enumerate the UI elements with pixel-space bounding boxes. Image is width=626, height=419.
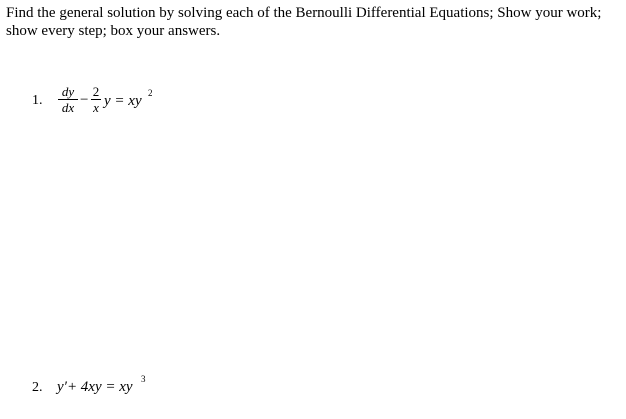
instructions-text: Find the general solution by solving each of the Bernoulli Differential Equations; Show your work; show every step; box your answers. [6, 5, 602, 39]
problem-1-fraction-2-x-denominator: x [93, 100, 99, 115]
problem-1-fraction-2-x [91, 85, 101, 114]
problem-2-exponent: 3 [141, 374, 146, 384]
problem-1-number: 1. [32, 93, 43, 108]
problem-2-expression: y′+ 4xy = xy [57, 379, 133, 395]
problem-1-exponent: 2 [148, 88, 153, 98]
problem-1-fraction-dy-dx-denominator: dx [61, 100, 75, 115]
problem-1-fraction-2-x-numerator: 2 [92, 84, 100, 99]
problem-2-number: 2. [32, 380, 43, 395]
problem-1-fraction-dy-dx-numerator: dy [61, 84, 75, 99]
problem-1-rhs: y = xy [104, 93, 142, 109]
problem-1-fraction-dy-dx [58, 85, 78, 114]
problem-1-minus-sign: − [80, 92, 89, 108]
